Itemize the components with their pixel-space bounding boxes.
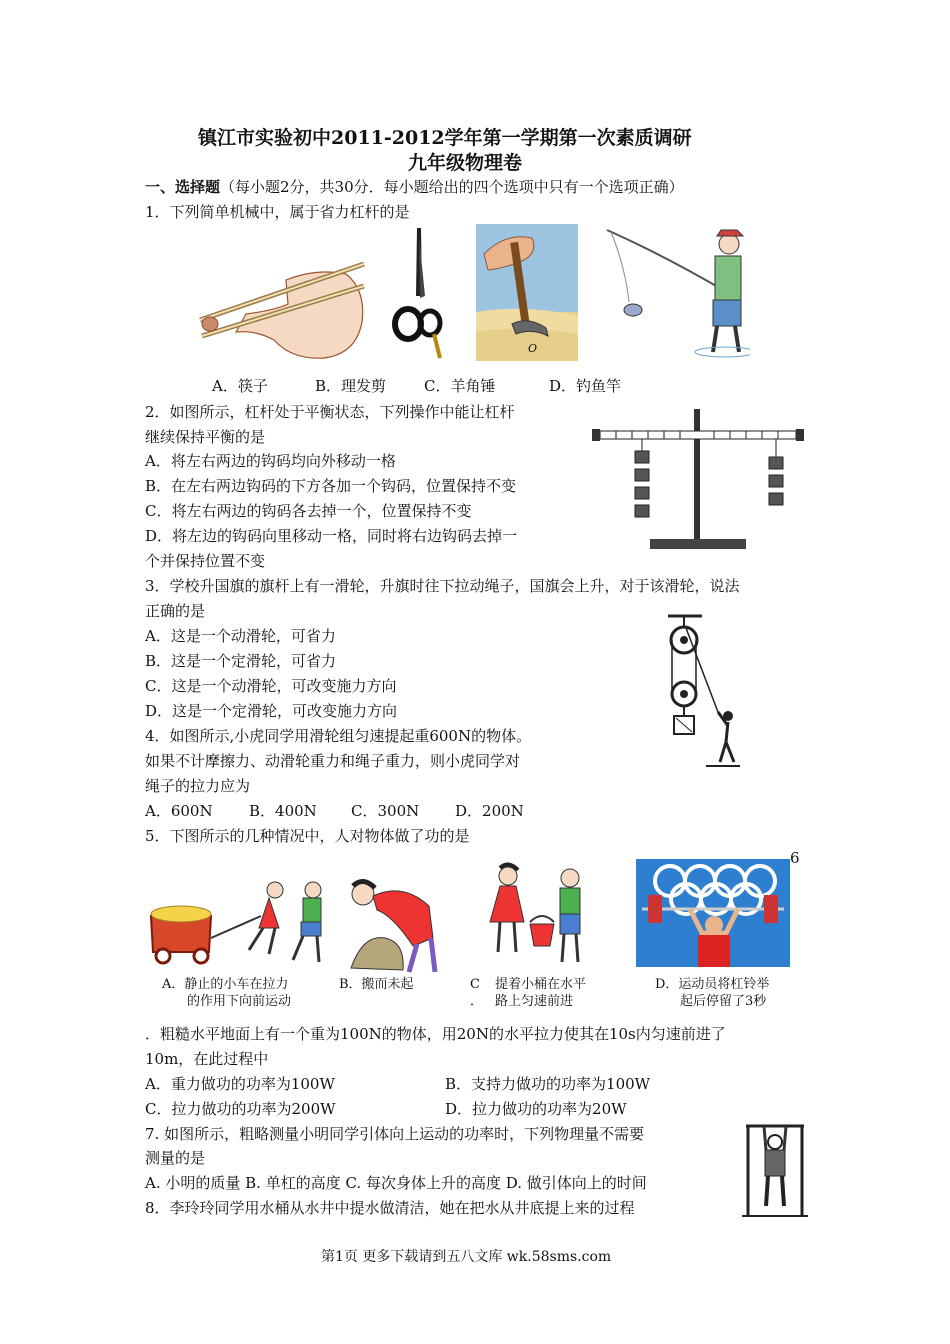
page-subtitle: 九年级物理卷 [408, 152, 523, 174]
lifting-rock-figure [343, 876, 443, 976]
q5-caption-d-line2: 起后停留了3秒 [680, 994, 767, 1009]
q6-option-b: B．支持力做功的功率为100W [445, 1075, 651, 1093]
q3-option-d: D．这是一个定滑轮，可改变施力方向 [145, 702, 398, 720]
q4-option-d: D．200N [455, 802, 524, 820]
weightlifter-figure [636, 859, 790, 967]
q2-option-d-cont: 个并保持位置不变 [145, 552, 266, 570]
carrying-bucket-figure [486, 862, 596, 972]
q2-option-b: B．在左右两边钩码的下方各加一个钩码，位置保持不变 [145, 477, 517, 495]
page-footer: 第1页 更多下载请到五八文库 wk.58sms.com [321, 1249, 612, 1265]
q4-stem-line1: 4．如图所示,小虎同学用滑轮组匀速提起重600N的物体。 [145, 727, 532, 745]
fulcrum-label: O [528, 342, 538, 355]
q4-stem-line2: 如果不计摩擦力、动滑轮重力和绳子重力，则小虎同学对 [145, 752, 521, 770]
q3-stem-line1: 3．学校升国旗的旗杆上有一滑轮，升旗时往下拉动绳子，国旗会上升，对于该滑轮，说法 [145, 577, 740, 595]
q5-stem: 5．下图所示的几种情况中，人对物体做了功的是 [145, 827, 470, 845]
q6-stem-line2: 10m，在此过程中 [145, 1050, 269, 1068]
q5-caption-d-line1: D．运动员将杠铃举 [655, 977, 770, 992]
q4-option-b: B．400N [249, 802, 317, 820]
chopsticks-figure [196, 262, 368, 362]
fishing-figure [605, 226, 750, 361]
q5-caption-a-line1: A．静止的小车在拉力 [162, 977, 289, 992]
q1-option-d: D．钓鱼竿 [549, 377, 622, 395]
q6-option-c: C．拉力做功的功率为200W [145, 1100, 336, 1118]
q2-option-a: A．将左右两边的钩码均向外移动一格 [145, 452, 396, 470]
q5-caption-b: B．搬而未起 [339, 977, 414, 992]
scissors-figure [390, 226, 448, 361]
q1-option-c: C．羊角锤 [424, 377, 496, 395]
q7-options: A. 小明的质量 B. 单杠的高度 C. 每次身体上升的高度 D. 做引体向上的时间 [145, 1174, 647, 1192]
q2-option-c: C．将左右两边的钩码各去掉一个，位置保持不变 [145, 502, 472, 520]
q2-stem-line2: 继续保持平衡的是 [145, 428, 266, 446]
q3-option-c: C．这是一个动滑轮，可改变施力方向 [145, 677, 397, 695]
q8-stem: 8．李玲玲同学用水桶从水井中提水做清洁，她在把水从井底提上来的过程 [145, 1199, 635, 1217]
section-note: （每小题2分，共30分．每小题给出的四个选项中只有一个选项正确） [220, 178, 684, 196]
q5-caption-c-dot: ． [470, 994, 484, 1009]
q1-option-b: B．理发剪 [315, 377, 387, 395]
section-title: 一、选择题 [145, 178, 221, 196]
q5-caption-a-line2: 的作用下向前运动 [187, 994, 292, 1009]
q4-option-a: A．600N [145, 802, 213, 820]
q7-stem-line2: 测量的是 [145, 1149, 206, 1167]
q6-option-a: A．重力做功的功率为100W [145, 1075, 335, 1093]
q5-caption-c-line1: 提着小桶在水平 [495, 977, 587, 992]
q3-stem-line2: 正确的是 [145, 602, 206, 620]
q4-option-c: C．300N [351, 802, 420, 820]
q2-option-d: D．将左边的钩码向里移动一格，同时将右边钩码去掉一 [145, 527, 518, 545]
q1-stem: 1．下列简单机械中，属于省力杠杆的是 [145, 203, 410, 221]
question-number-6: 6 [790, 849, 800, 867]
q3-option-a: A．这是一个动滑轮，可省力 [145, 627, 336, 645]
q7-stem-line1: 7. 如图所示，粗略测量小明同学引体向上运动的功率时，下列物理量不需要 [145, 1125, 645, 1143]
q2-stem-line1: 2．如图所示，杠杆处于平衡状态，下列操作中能让杠杆 [145, 403, 515, 421]
q6-option-d: D．拉力做功的功率为20W [445, 1100, 627, 1118]
claw-hammer-figure [476, 224, 578, 361]
q3-option-b: B．这是一个定滑轮，可省力 [145, 652, 337, 670]
q6-stem-line1: ．粗糙水平地面上有一个重为100N的物体，用20N的水平拉力使其在10s内匀速前进了 [145, 1025, 726, 1043]
cart-pulling-figure [143, 876, 333, 976]
q5-caption-c-line2: 路上匀速前进 [495, 994, 574, 1009]
section-heading [145, 177, 684, 197]
q5-caption-c-letter: C [470, 977, 480, 992]
page-title: 镇江市实验初中2011-2012学年第一学期第一次素质调研 [198, 127, 692, 149]
pulley-system-figure [662, 612, 742, 770]
lever-balance-figure [588, 405, 810, 555]
q4-stem-line3: 绳子的拉力应为 [145, 777, 251, 795]
q1-option-a: A．筷子 [212, 377, 268, 395]
pull-up-figure [738, 1120, 810, 1220]
